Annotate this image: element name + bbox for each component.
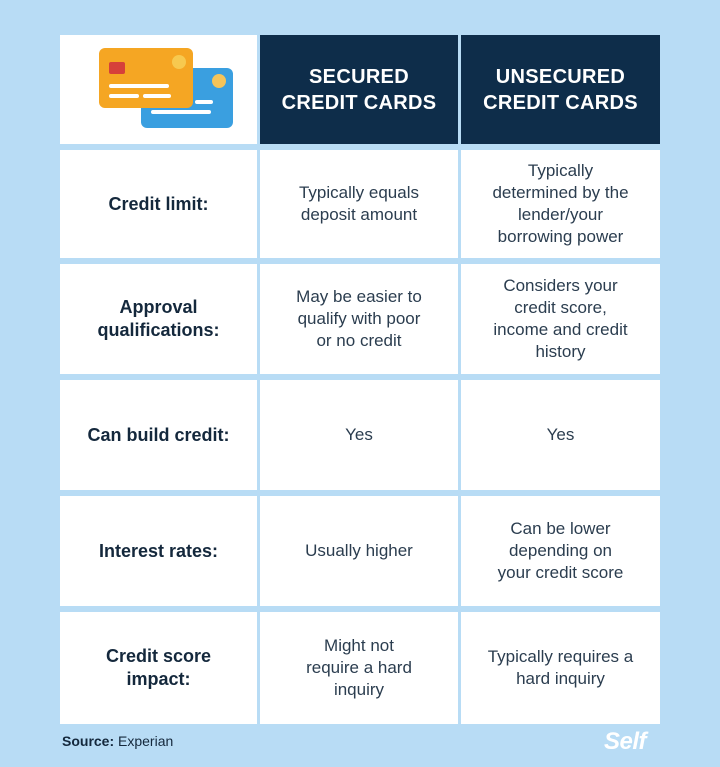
secured-cell-text: Might not require a hard inquiry [306,636,412,699]
row-label [60,612,257,724]
row-label-text: Can build credit: [87,424,230,445]
unsecured-cell-text: Typically determined by the lender/your borrowing power [492,161,629,246]
secured-cell [260,496,458,606]
unsecured-cell [461,496,660,606]
comparison-table [60,35,660,724]
header-unsecured [461,35,660,144]
unsecured-cell-text: Yes [546,425,575,444]
unsecured-cell-text: Can be lower depending on your credit score [497,519,624,582]
header-secured [260,35,458,144]
row-label [60,150,257,258]
secured-cell-text: Usually higher [305,541,413,560]
secured-cell [260,150,458,258]
secured-cell-text: Typically equals deposit amount [298,183,419,224]
row-label [60,264,257,374]
source-credit [62,733,173,749]
row-label [60,496,257,606]
source-label: Source: [62,733,115,749]
unsecured-cell [461,612,660,724]
credit-cards-icon [79,40,239,140]
header-unsecured-label: UNSECURED CREDIT CARDS [483,65,638,114]
secured-cell [260,380,458,490]
unsecured-cell [461,264,660,374]
row-label-text: Credit score impact: [105,646,212,689]
unsecured-cell-text: Typically requires a hard inquiry [487,647,634,688]
unsecured-cell [461,150,660,258]
row-label-text: Interest rates: [98,540,219,561]
row-label [60,380,257,490]
source-value: Experian [114,733,174,749]
row-label-text: Approval qualifications: [97,297,220,340]
secured-cell-text: May be easier to qualify with poor or no credit [296,287,422,350]
row-label-text: Credit limit: [108,193,209,214]
unsecured-cell-text: Considers your credit score, income and credit history [493,276,628,361]
secured-cell [260,612,458,724]
credit-cards-illustration [60,35,257,144]
header-secured-label: SECURED CREDIT CARDS [281,65,437,114]
brand-logo: Self [604,728,647,755]
secured-cell-text: Yes [345,425,373,444]
secured-cell [260,264,458,374]
unsecured-cell [461,380,660,490]
